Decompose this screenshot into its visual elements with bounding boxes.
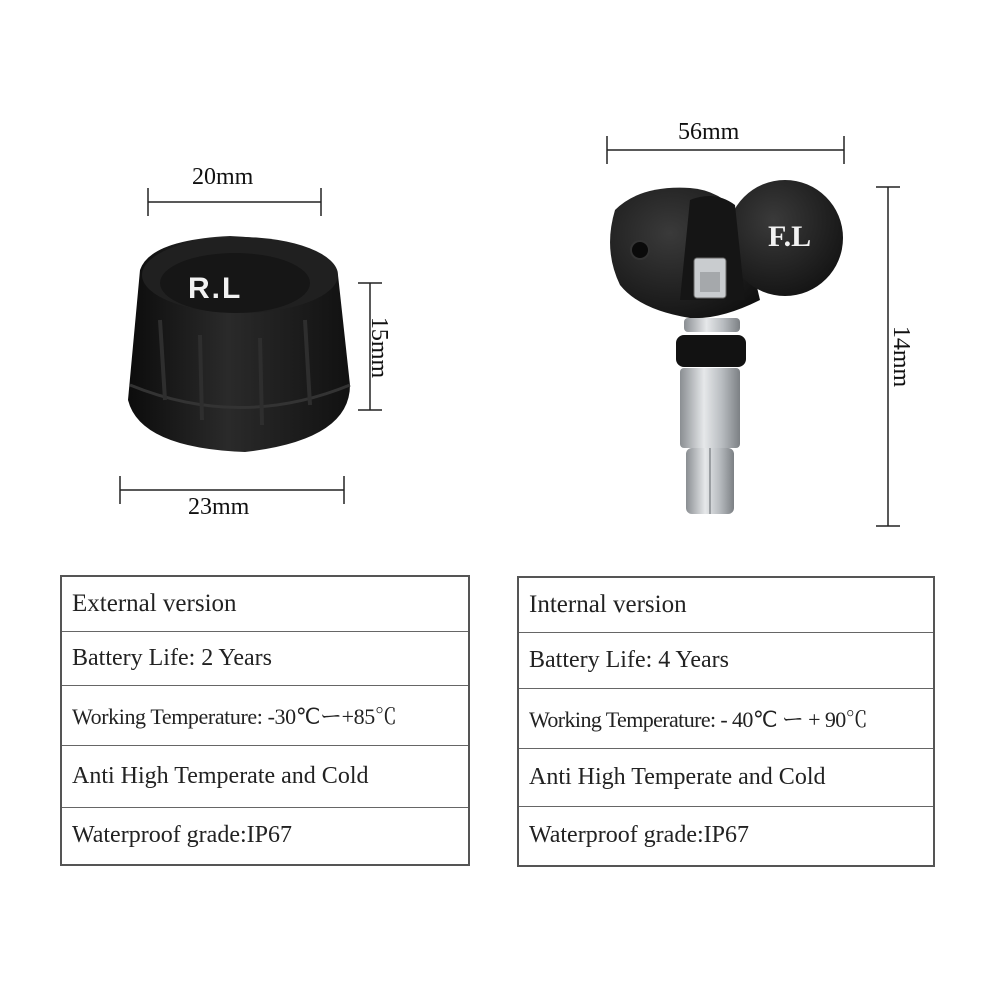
internal-dim-height-label: 14mm <box>888 325 915 388</box>
internal-dim-width-label: 56mm <box>678 119 740 145</box>
external-dim-height-label: 15mm <box>366 316 393 379</box>
internal-table-title: Internal version <box>518 577 934 632</box>
internal-waterproof-grade: Waterproof grade:IP67 <box>518 806 934 866</box>
external-sensor-cap <box>128 236 350 452</box>
internal-anti-temperature: Anti High Temperate and Cold <box>518 748 934 806</box>
external-sensor-label: R.L <box>188 272 243 305</box>
external-spec-table <box>60 575 470 866</box>
external-working-temperature: Working Temperature: -30℃ー+85℃ <box>61 685 469 745</box>
internal-working-temperature: Working Temperature: - 40℃ ー + 90℃ <box>518 688 934 748</box>
internal-spec-table <box>517 576 935 867</box>
external-battery-life: Battery Life: 2 Years <box>61 631 469 685</box>
internal-sensor-label: F.L <box>768 220 812 253</box>
external-dim-bottom-label: 23mm <box>188 494 250 520</box>
internal-battery-life: Battery Life: 4 Years <box>518 632 934 688</box>
external-dim-top-label: 20mm <box>192 164 254 190</box>
external-anti-temperature: Anti High Temperate and Cold <box>61 745 469 807</box>
external-table-title: External version <box>61 576 469 631</box>
external-waterproof-grade: Waterproof grade:IP67 <box>61 807 469 865</box>
